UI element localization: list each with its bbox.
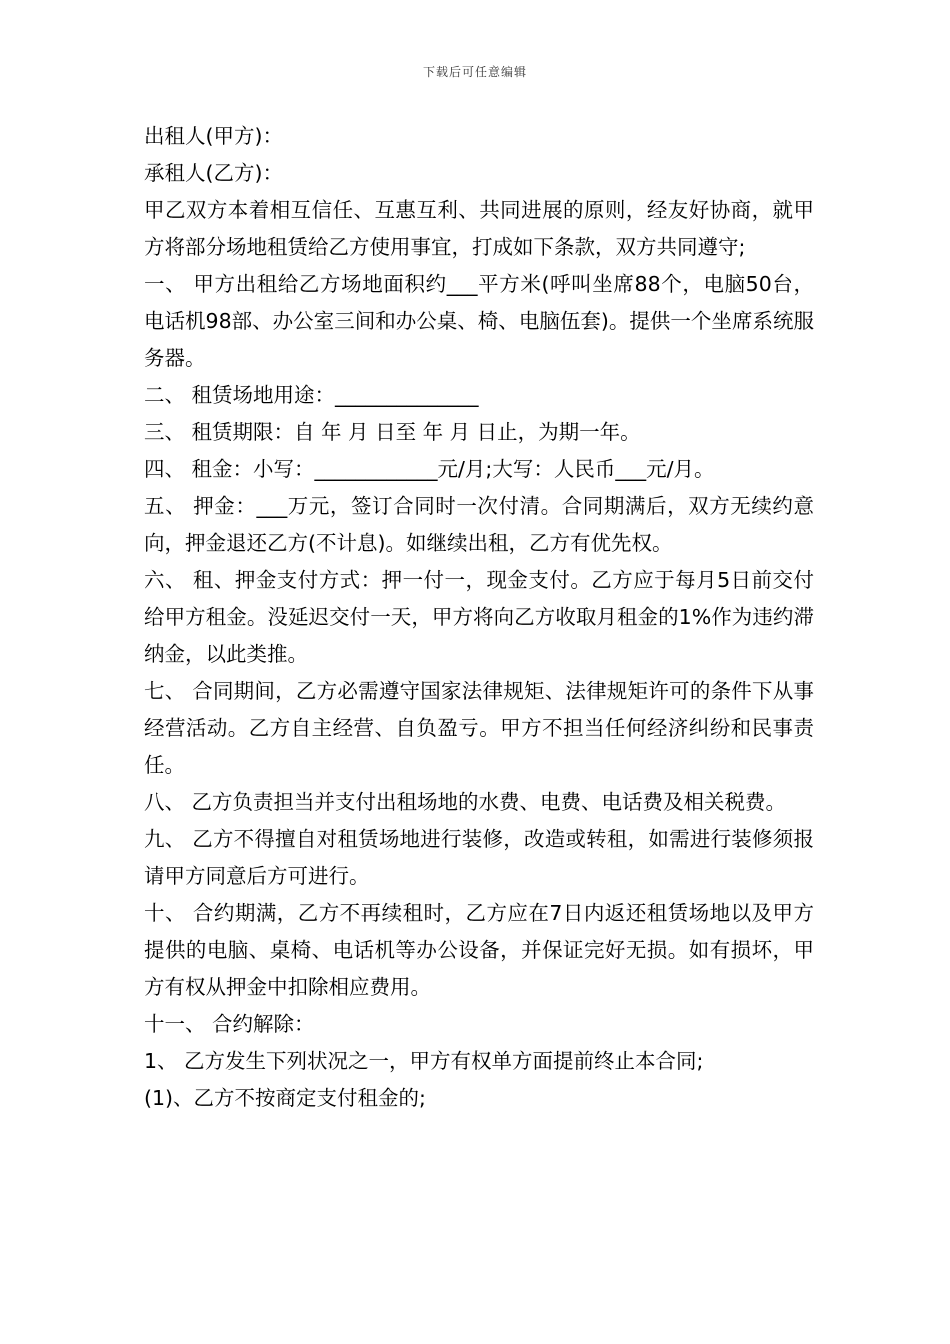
clause-3: 三、 租赁期限：自 年 月 日至 年 月 日止，为期一年。 bbox=[144, 420, 641, 444]
clause-8: 八、 乙方负责担当并支付出租场地的水费、电费、电话费及相关税费。 bbox=[144, 790, 787, 814]
lessee-line: 承租人(乙方)： bbox=[144, 161, 283, 185]
clause-7: 七、 合同期间，乙方必需遵守国家法律规矩、法律规矩许可的条件下从事经营活动。乙方自主经营、自负盈亏。甲方不担当任何经济纠纷和民事责任。 bbox=[144, 679, 814, 777]
clause-4: 四、 租金：小写：____________元/月;大写：人民币___元/月。 bbox=[144, 457, 715, 481]
clause-11-item-1-sub-1: (1)、乙方不按商定支付租金的; bbox=[144, 1086, 426, 1110]
clause-5: 五、 押金：___万元，签订合同时一次付清。合同期满后，双方无续约意向，押金退还乙方(不计息)。如继续出租，乙方有优先权。 bbox=[144, 494, 814, 555]
contract-body bbox=[144, 118, 814, 1117]
clause-11-heading: 十一、 合约解除： bbox=[144, 1012, 315, 1036]
preamble-paragraph: 甲乙双方本着相互信任、互惠互利、共同进展的原则，经友好协商，就甲方将部分场地租赁给乙方使用事宜，打成如下条款，双方共同遵守; bbox=[144, 198, 814, 259]
clause-10: 十、 合约期满，乙方不再续租时，乙方应在7日内返还租赁场地以及甲方提供的电脑、桌椅、电话机等办公设备，并保证完好无损。如有损坏，甲方有权从押金中扣除相应费用。 bbox=[144, 901, 814, 999]
clause-1: 一、 甲方出租给乙方场地面积约___平方米(呼叫坐席88个，电脑50台，电话机98部、办公室三间和办公桌、椅、电脑伍套)。提供一个坐席系统服务器。 bbox=[144, 272, 814, 370]
clause-2: 二、 租赁场地用途：______________ bbox=[144, 383, 479, 407]
clause-6: 六、 租、押金支付方式：押一付一，现金支付。乙方应于每月5日前交付给甲方租金。没延迟交付一天，甲方将向乙方收取月租金的1%作为违约滞纳金，以此类推。 bbox=[144, 568, 814, 666]
clause-11-item-1: 1、 乙方发生下列状况之一，甲方有权单方面提前终止本合同; bbox=[144, 1049, 704, 1073]
lessor-line: 出租人(甲方)： bbox=[144, 124, 283, 148]
page-header-note: 下载后可任意编辑 bbox=[422, 65, 527, 79]
clause-9: 九、 乙方不得擅自对租赁场地进行装修，改造或转租，如需进行装修须报请甲方同意后方可进行。 bbox=[144, 827, 814, 888]
